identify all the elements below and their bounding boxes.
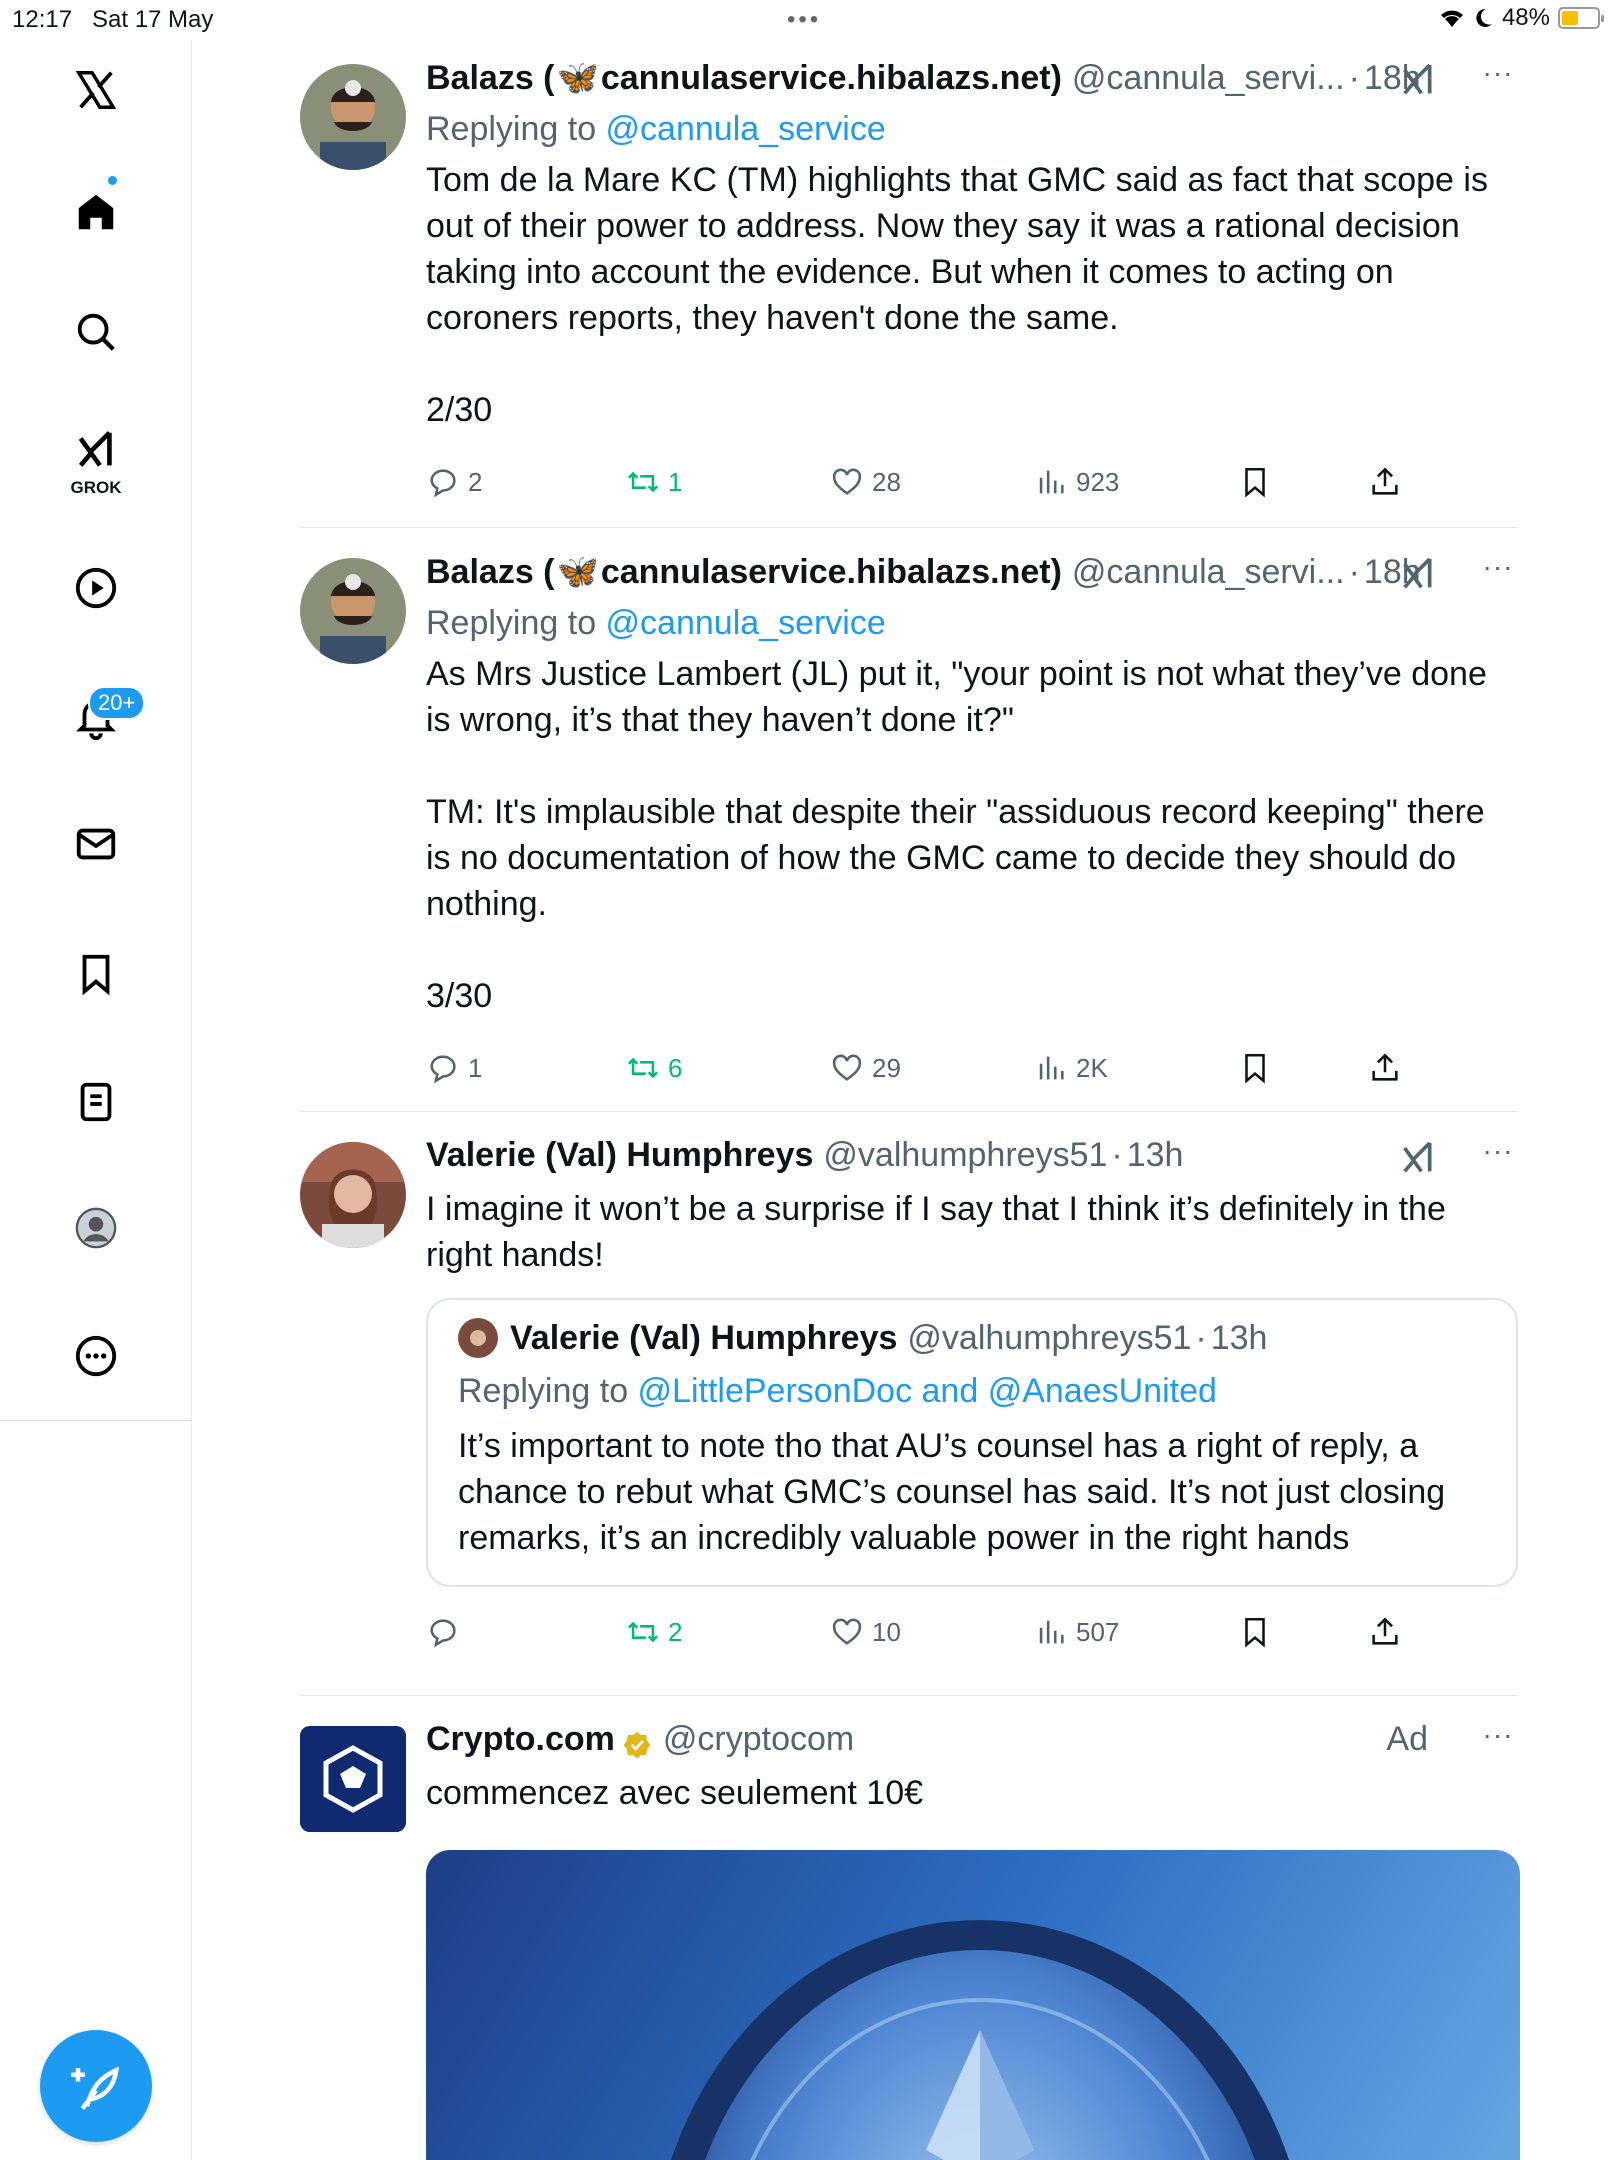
share-button[interactable] (1368, 1615, 1402, 1649)
author-name[interactable]: Crypto.com (426, 1720, 615, 1758)
grok-icon[interactable] (66, 420, 126, 480)
like-button[interactable] (830, 465, 901, 499)
quote-author-name: Valerie (Val) Humphreys (510, 1318, 898, 1357)
notifications-count-badge: 20+ (88, 686, 145, 720)
reply-button[interactable] (426, 1615, 468, 1649)
wifi-icon (1438, 7, 1466, 29)
avatar[interactable] (300, 64, 406, 170)
ad-label: Ad (1386, 1720, 1428, 1758)
retweet-icon (626, 1051, 660, 1085)
compose-feather-icon (69, 2059, 123, 2113)
reply-count: 1 (468, 1052, 483, 1083)
status-time: 12:17 (12, 6, 73, 33)
timeline (300, 40, 1518, 2160)
moon-icon (1474, 7, 1494, 29)
heart-icon (830, 465, 864, 499)
video-play-icon[interactable] (66, 558, 126, 618)
quoted-tweet[interactable] (426, 1298, 1518, 1587)
views-chart-icon (1034, 1051, 1068, 1085)
x-logo-icon[interactable] (66, 60, 126, 120)
lists-icon[interactable] (66, 1072, 126, 1132)
tweet-header (426, 552, 1518, 602)
replying-prefix: Replying to (426, 604, 606, 642)
bookmark-button[interactable] (1238, 1615, 1272, 1649)
tweet-actions (426, 1033, 1518, 1103)
battery-percent: 48% (1501, 4, 1550, 31)
author-name-suffix[interactable]: cannulaservice.hibalazs.net) (600, 553, 1062, 591)
advertiser-logo[interactable] (300, 1726, 406, 1832)
tweet-text: As Mrs Justice Lambert (JL) put it, "your point is not what they’ve done is wrong, it’s that they haven’t done it?" TM: It's implausible that despite their "assiduous record keeping" there is no documentation of how the GMC came to decide they should do nothing. 3/30 (426, 655, 1487, 1015)
butterfly-icon: 🦋 (556, 553, 599, 591)
multitasking-dots-icon[interactable]: ••• (787, 6, 822, 33)
view-count: 507 (1076, 1616, 1120, 1647)
quote-author-handle: @valhumphreys51 (907, 1318, 1192, 1357)
ad-image[interactable] (426, 1850, 1520, 2160)
reply-icon (426, 465, 460, 499)
sidebar-divider (0, 1420, 192, 1421)
quote-avatar (458, 1318, 498, 1358)
reply-icon (426, 1051, 460, 1085)
tweet-time[interactable]: 13h (1126, 1136, 1184, 1174)
quote-separator: · (1195, 1318, 1207, 1357)
like-count: 10 (872, 1616, 901, 1647)
heart-icon (830, 1615, 864, 1649)
bookmark-button[interactable] (1238, 1051, 1272, 1085)
author-handle[interactable]: @cryptocom (662, 1720, 855, 1758)
header-separator: · (1348, 553, 1360, 591)
bookmark-button[interactable] (1238, 465, 1272, 499)
share-button[interactable] (1368, 1051, 1402, 1085)
grok-icon[interactable] (1398, 60, 1438, 100)
retweet-button[interactable] (626, 1051, 682, 1085)
grok-icon[interactable] (1398, 1138, 1438, 1178)
view-count: 923 (1076, 466, 1120, 497)
like-count: 28 (872, 466, 901, 497)
tweet-header (426, 1720, 1518, 1770)
quote-text: It’s important to note tho that AU’s counsel has a right of reply, a chance to rebut what GMC’s counsel has said. It’s not just closing remarks, it’s an incredibly valuable power in the right hands (458, 1427, 1455, 1557)
share-icon (1368, 1615, 1402, 1649)
status-bar (0, 0, 1620, 40)
author-name[interactable]: Balazs ( (426, 553, 555, 591)
tweet-3[interactable] (300, 1112, 1518, 1696)
retweet-icon (626, 1615, 660, 1649)
replying-to-link[interactable]: @cannula_service (605, 110, 886, 148)
views-button[interactable] (1034, 1615, 1119, 1649)
share-icon (1368, 1051, 1402, 1085)
tweet-1[interactable] (300, 40, 1518, 528)
like-count: 29 (872, 1052, 901, 1083)
retweet-button[interactable] (626, 1615, 682, 1649)
like-button[interactable] (830, 1051, 901, 1085)
search-icon[interactable] (66, 302, 126, 362)
replying-prefix: Replying to (458, 1372, 638, 1410)
tweet-actions (426, 1597, 1518, 1667)
author-handle[interactable]: @cannula_servi... (1071, 59, 1345, 97)
share-icon (1368, 465, 1402, 499)
replying-to (426, 604, 1518, 643)
retweet-count: 6 (668, 1052, 683, 1083)
views-chart-icon (1034, 465, 1068, 499)
retweet-button[interactable] (626, 465, 682, 499)
bookmark-icon (1238, 465, 1272, 499)
retweet-icon (626, 465, 660, 499)
view-count: 2K (1076, 1052, 1108, 1083)
promoted-tweet[interactable] (300, 1696, 1518, 2160)
messages-envelope-icon[interactable] (66, 814, 126, 874)
more-icon[interactable]: ··· (1482, 57, 1514, 88)
status-right (1438, 4, 1600, 32)
more-options-icon[interactable] (66, 1326, 126, 1386)
author-handle[interactable]: @cannula_servi... (1071, 553, 1345, 591)
reply-button[interactable] (426, 465, 482, 499)
replying-to (426, 110, 1518, 149)
quote-time: 13h (1210, 1318, 1268, 1357)
tweet-text: commencez avec seulement 10€ (426, 1774, 924, 1812)
status-date: Sat 17 May (92, 6, 214, 33)
author-name[interactable]: Valerie (Val) Humphreys (426, 1136, 814, 1174)
author-name[interactable]: Balazs ( (426, 59, 555, 97)
replying-to-link[interactable]: @cannula_service (605, 604, 886, 642)
home-unread-dot (106, 174, 119, 187)
butterfly-icon: 🦋 (556, 59, 599, 97)
header-separator: · (1348, 59, 1360, 97)
bookmark-icon (1238, 1051, 1272, 1085)
bookmarks-icon[interactable] (66, 944, 126, 1004)
more-icon[interactable]: ··· (1482, 1719, 1514, 1750)
tweet-header (426, 1136, 1518, 1186)
tweet-actions (426, 447, 1518, 517)
header-separator: · (1111, 1136, 1123, 1174)
tweet-2[interactable] (300, 528, 1518, 1112)
tweet-text: I imagine it won’t be a surprise if I say that I think it’s definitely in the right hands! (426, 1190, 1456, 1274)
author-handle[interactable]: @valhumphreys51 (823, 1136, 1108, 1174)
views-button[interactable] (1034, 1051, 1108, 1085)
retweet-count: 1 (668, 466, 683, 497)
retweet-count: 2 (668, 1616, 683, 1647)
views-chart-icon (1034, 1615, 1068, 1649)
grok-label: GROK (70, 478, 122, 497)
battery-icon (1558, 7, 1600, 29)
avatar[interactable] (300, 1142, 406, 1248)
tweet-time[interactable]: 18h (1363, 59, 1421, 97)
bookmark-icon (1238, 1615, 1272, 1649)
quote-replying-to (458, 1372, 1486, 1411)
replying-prefix: Replying to (426, 110, 606, 148)
reply-icon (426, 1615, 460, 1649)
profile-avatar-icon[interactable] (66, 1198, 126, 1258)
tweet-time[interactable]: 18h (1363, 553, 1421, 591)
more-icon[interactable]: ··· (1482, 551, 1514, 582)
more-icon[interactable]: ··· (1482, 1135, 1514, 1166)
views-button[interactable] (1034, 465, 1119, 499)
avatar[interactable] (300, 558, 406, 664)
tweet-header (426, 58, 1518, 108)
share-button[interactable] (1368, 465, 1402, 499)
verified-badge-icon (621, 1729, 653, 1761)
sidebar (0, 40, 192, 2160)
quote-header (458, 1318, 1486, 1358)
like-button[interactable] (830, 1615, 901, 1649)
ethereum-coin-image (426, 1850, 1520, 2160)
replying-to-link[interactable]: @LittlePersonDoc and @AnaesUnited (637, 1372, 1217, 1410)
compose-post-button[interactable] (40, 2030, 152, 2142)
reply-count: 2 (468, 466, 483, 497)
author-name-suffix[interactable]: cannulaservice.hibalazs.net) (600, 59, 1062, 97)
reply-button[interactable] (426, 1051, 482, 1085)
heart-icon (830, 1051, 864, 1085)
home-icon[interactable] (66, 182, 126, 242)
tweet-text: Tom de la Mare KC (TM) highlights that GMC said as fact that scope is out of their power to address. Now they say it was a rational decision taking into account the evidence. But when it comes to acting on coroners reports, they haven't done the same. 2/30 (426, 161, 1488, 429)
grok-icon[interactable] (1398, 554, 1438, 594)
